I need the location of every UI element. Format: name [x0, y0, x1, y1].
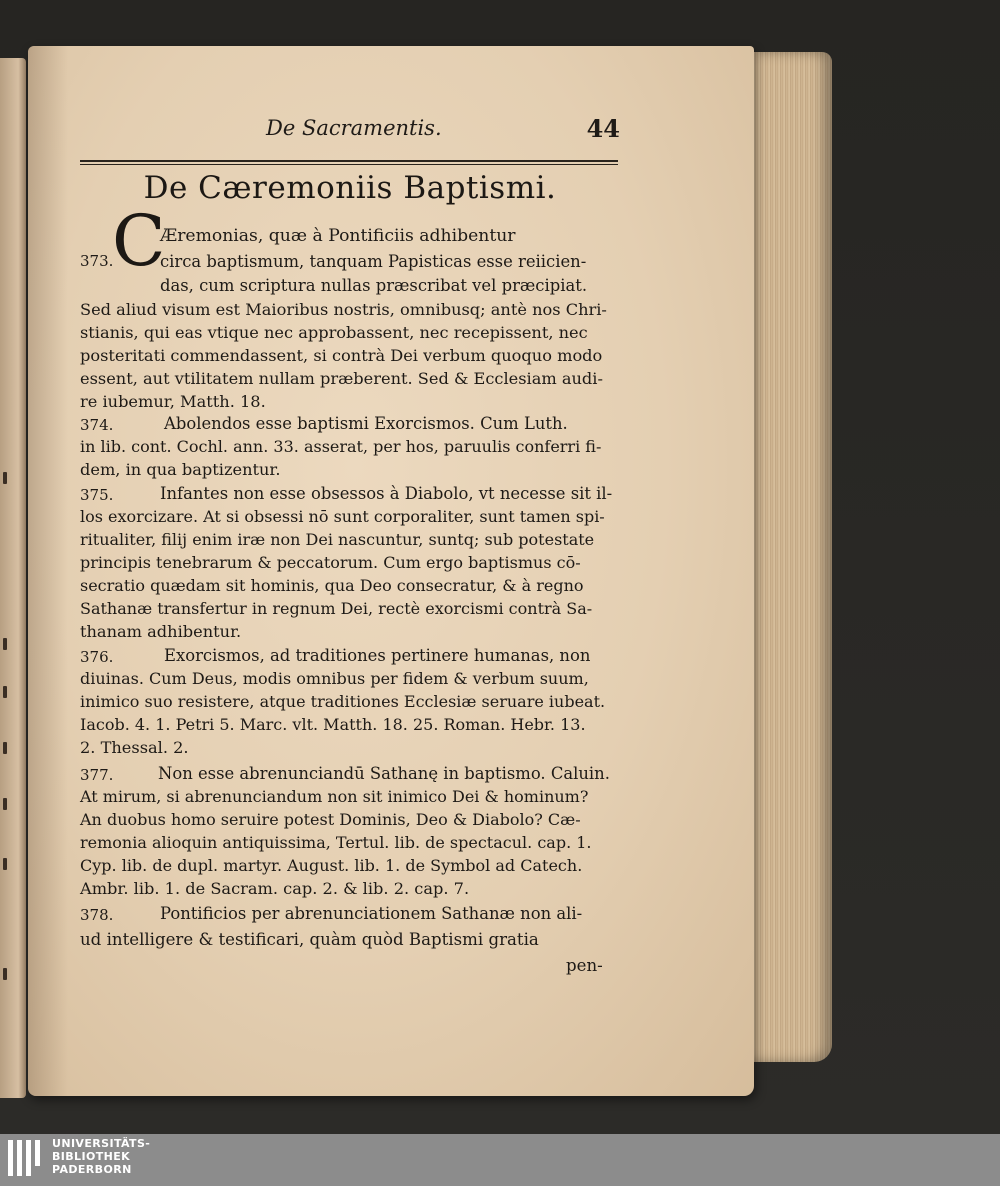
text-line: Æremonias, quæ à Pontificiis adhibentur — [160, 226, 516, 246]
text-line: secratio quædam sit hominis, qua Deo consecratur, & à regno — [80, 576, 584, 595]
running-title: De Sacramentis. — [266, 116, 442, 140]
paragraph-number: 376. — [80, 648, 114, 666]
header-rule — [80, 160, 618, 165]
logo-line: BIBLIOTHEK — [52, 1150, 131, 1163]
page-number: 44 — [586, 114, 620, 143]
text-line: stianis, qui eas vtique nec approbassent, nec recepissent, nec — [80, 323, 588, 342]
library-logo-text — [52, 1137, 150, 1176]
text-line: An duobus homo seruire potest Dominis, Deo & Diabolo? Cæ- — [80, 810, 581, 829]
catchword: pen- — [566, 956, 603, 975]
paragraph-number: 378. — [80, 906, 114, 924]
drop-cap: C — [112, 200, 166, 282]
text-line: Ambr. lib. 1. de Sacram. cap. 2. & lib. 2. cap. 7. — [80, 879, 470, 898]
text-line: remonia alioquin antiquissima, Tertul. lib. de spectacul. cap. 1. — [80, 833, 592, 852]
text-line: das, cum scriptura nullas præscribat vel præcipiat. — [160, 276, 588, 295]
library-logo-icon — [8, 1140, 48, 1176]
paragraph-number: 374. — [80, 416, 114, 434]
section-heading: De Cæremoniis Baptismi. — [143, 170, 557, 206]
text-line: Sathanæ transfertur in regnum Dei, rectè exorcismi contrà Sa- — [80, 599, 593, 618]
text-line: dem, in qua baptizentur. — [80, 460, 281, 479]
paragraph-number: 373. — [80, 252, 114, 270]
text-line: Exorcismos, ad traditiones pertinere humanas, non — [164, 646, 591, 665]
paragraph-number: 377. — [80, 766, 114, 784]
gutter-shadow — [28, 46, 68, 1096]
footer-bar — [0, 1134, 1000, 1186]
text-line: Pontificios per abrenunciationem Sathanæ non ali- — [160, 904, 583, 923]
text-line: posteritati commendassent, si contrà Dei verbum quoquo modo — [80, 346, 603, 365]
text-line: los exorcizare. At si obsessi nō sunt corporaliter, sunt tamen spi- — [80, 507, 605, 526]
text-line: inimico suo resistere, atque traditiones Ecclesiæ seruare iubeat. — [80, 692, 606, 711]
text-line: Iacob. 4. 1. Petri 5. Marc. vlt. Matth. 18. 25. Roman. Hebr. 13. — [80, 715, 586, 734]
book-page-edges — [746, 52, 832, 1062]
text-line: Non esse abrenunciandū Sathanę in baptismo. Caluin. — [158, 764, 610, 783]
text-line: Cyp. lib. de dupl. martyr. August. lib. 1. de Symbol ad Catech. — [80, 856, 583, 875]
text-line: re iubemur, Matth. 18. — [80, 392, 266, 411]
logo-line: UNIVERSITÄTS- — [52, 1137, 151, 1150]
paragraph-number: 375. — [80, 486, 114, 504]
text-line: essent, aut vtilitatem nullam præberent. Sed & Ecclesiam audi- — [80, 369, 603, 388]
text-line: diuinas. Cum Deus, modis omnibus per fidem & verbum suum, — [80, 669, 589, 688]
facing-page-text-fragments — [0, 58, 12, 1098]
text-line: At mirum, si abrenunciandum non sit inimico Dei & hominum? — [80, 787, 589, 806]
text-line: in lib. cont. Cochl. ann. 33. asserat, per hos, paruulis conferri fi- — [80, 437, 602, 456]
text-line: Abolendos esse baptismi Exorcismos. Cum Luth. — [164, 414, 568, 433]
text-line: 2. Thessal. 2. — [80, 738, 189, 757]
text-line: ud intelligere & testificari, quàm quòd Baptismi gratia — [80, 930, 539, 949]
logo-line: PADERBORN — [52, 1163, 132, 1176]
text-line: thanam adhibentur. — [80, 622, 242, 641]
text-line: Infantes non esse obsessos à Diabolo, vt necesse sit il- — [160, 484, 613, 503]
text-line: Sed aliud visum est Maioribus nostris, omnibusq; antè nos Chri- — [80, 300, 607, 319]
text-line: ritualiter, filij enim iræ non Dei nascuntur, suntq; sub potestate — [80, 530, 595, 549]
text-line: circa baptismum, tanquam Papisticas esse reiicien- — [160, 252, 587, 271]
running-head — [80, 116, 620, 150]
text-line: principis tenebrarum & peccatorum. Cum ergo baptismus cō- — [80, 553, 581, 572]
